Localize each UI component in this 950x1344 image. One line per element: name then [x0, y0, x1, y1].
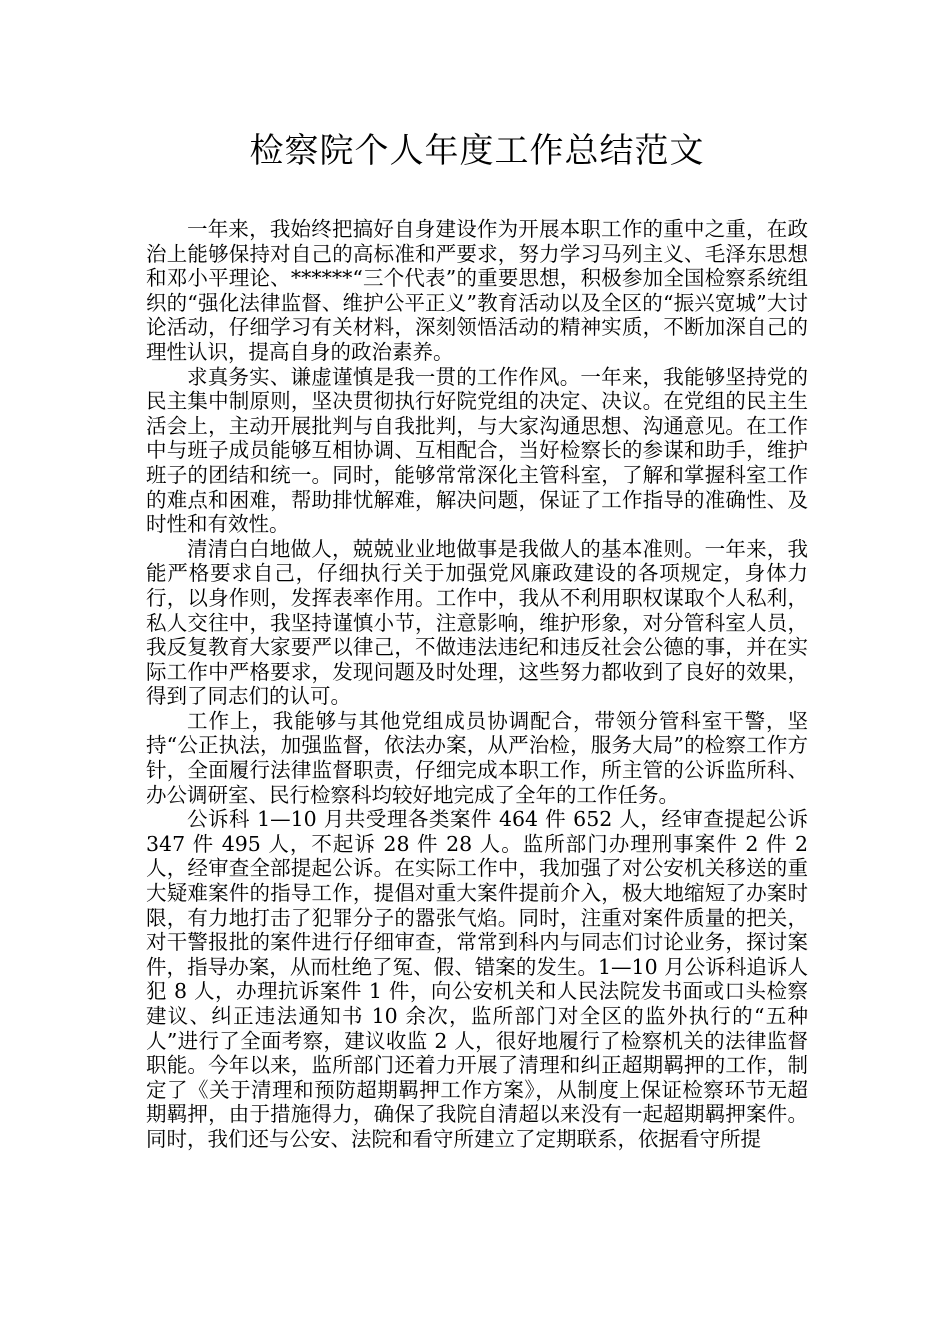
document-body [146, 217, 808, 1152]
paragraph: 一年来，我始终把搞好自身建设作为开展本职工作的重中之重，在政治上能够保持对自己的高标准和严要求，努力学习马列主义、毛泽东思想和邓小平理论、******“三个代表”的重要思想，积极参加全国检察系统组织的“强化法律监督、维护公平正义”教育活动以及全区的“振兴宽城”大讨论活动，仔细学习有关材料，深刻领悟活动的精神实质，不断加深自己的理性认识，提高自身的政治素养。 [146, 217, 808, 364]
paragraph: 清清白白地做人，兢兢业业地做事是我做人的基本准则。一年来，我能严格要求自己，仔细执行关于加强党风廉政建设的各项规定，身体力行，以身作则，发挥表率作用。工作中，我从不利用职权谋取个人私利，私人交往中，我坚持谨慎小节，注意影响，维护形象，对分管科室人员，我反复教育大家要严以律己，不做违法违纪和违反社会公德的事，并在实际工作中严格要求，发现问题及时处理，这些努力都收到了良好的效果，得到了同志们的认可。 [146, 536, 808, 709]
paragraph: 求真务实、谦虚谨慎是我一贯的工作作风。一年来，我能够坚持党的民主集中制原则，坚决贯彻执行好院党组的决定、决议。在党组的民主生活会上，主动开展批判与自我批判，与大家沟通思想、沟通意见。在工作中与班子成员能够互相协调、互相配合，当好检察长的参谋和助手，维护班子的团结和统一。同时，能够常常深化主管科室，了解和掌握科室工作的难点和困难，帮助排忧解难，解决问题，保证了工作指导的准确性、及时性和有效性。 [146, 364, 808, 537]
document-title: 检察院个人年度工作总结范文 [249, 131, 705, 171]
paragraph: 公诉科 1—10 月共受理各类案件 464 件 652 人，经审查提起公诉 347 件 495 人，不起诉 28 件 28 人。监所部门办理刑事案件 2 件 2 人，经审查全部提起公诉。在实际工作中，我加强了对公安机关移送的重大疑难案件的指导工作，提倡对重大案件提前介入，极大地缩短了办案时限，有力地打击了犯罪分子的嚣张气焰。同时，注重对案件质量的把关，对干警报批的案件进行仔细审查，常常到科内与同志们讨论业务，探讨案件，指导办案，从而杜绝了冤、假、错案的发生。1—10 月公诉科追诉人犯 8 人，办理抗诉案件 1 件，向公安机关和人民法院发书面或口头检察建议、纠正违法通知书 10 余次，监所部门对全区的监外执行的“五种人”进行了全面考察，建议收监 2 人，很好地履行了检察机关的法律监督职能。今年以来，监所部门还着力开展了清理和纠正超期羁押的工作，制定了《关于清理和预防超期羁押工作方案》，从制度上保证检察环节无超期羁押，由于措施得力，确保了我院自清超以来没有一起超期羁押案件。同时，我们还与公安、法院和看守所建立了定期联系，依据看守所提 [146, 807, 808, 1151]
document-page [146, 122, 808, 1152]
paragraph: 工作上，我能够与其他党组成员协调配合，带领分管科室干警，坚持“公正执法，加强监督，依法办案，从严治检，服务大局”的检察工作方针，全面履行法律监督职责，仔细完成本职工作，所主管的公诉监所科、办公调研室、民行检察科均较好地完成了全年的工作任务。 [146, 708, 808, 807]
